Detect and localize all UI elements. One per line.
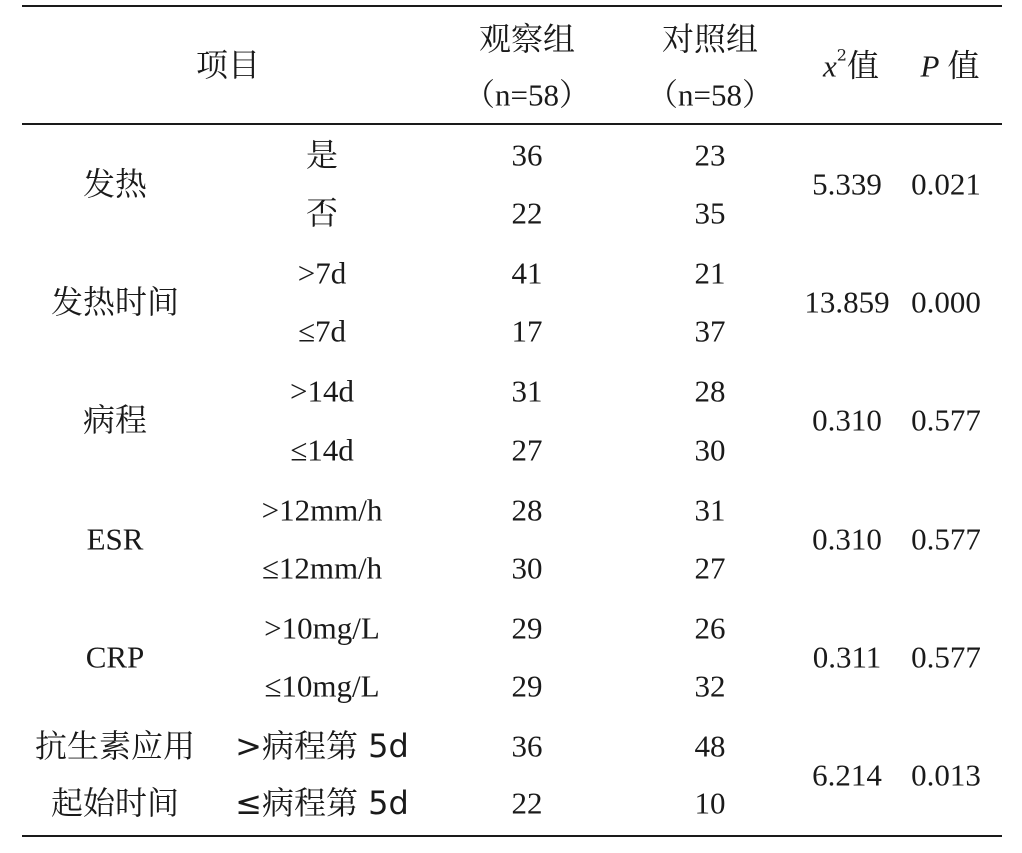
header-item: 项目 — [195, 46, 261, 84]
sub-label: >14d — [290, 373, 354, 409]
observation-value: 31 — [511, 373, 543, 409]
control-value: 48 — [694, 728, 726, 764]
sub-label: ≤14d — [290, 432, 354, 468]
control-value: 21 — [694, 255, 726, 291]
control-value: 28 — [694, 373, 726, 409]
observation-value: 29 — [511, 668, 543, 704]
sub-label: >10mg/L — [264, 610, 380, 646]
table-header-rule — [22, 123, 1002, 125]
p-value: 0.000 — [911, 284, 981, 320]
control-value: 35 — [694, 195, 726, 231]
control-value: 32 — [694, 668, 726, 704]
p-symbol: P — [920, 48, 940, 84]
sub-label: >7d — [297, 255, 347, 291]
table-top-rule — [22, 5, 1002, 7]
header-observation-n: （n=58） — [464, 77, 590, 113]
p-value: 0.577 — [911, 639, 981, 675]
chi-square-value: 0.311 — [812, 639, 882, 675]
header-control-n: （n=58） — [647, 77, 773, 113]
group-name-fever-duration: 发热时间 — [50, 283, 180, 321]
chi-x-symbol: x — [823, 48, 837, 84]
observation-value: 22 — [511, 195, 543, 231]
sub-label: ≤7d — [297, 313, 347, 349]
control-value: 10 — [694, 785, 726, 821]
control-value: 31 — [694, 492, 726, 528]
sub-label: ≤12mm/h — [261, 550, 383, 586]
control-value: 30 — [694, 432, 726, 468]
sub-label: 是 — [305, 136, 339, 174]
sub-label: ≤病程第 5d — [235, 784, 409, 822]
chi-square-value: 5.339 — [812, 166, 882, 202]
header-chi-square — [823, 45, 879, 85]
group-name-crp: CRP — [85, 639, 145, 675]
chi-square-value: 0.310 — [812, 521, 882, 557]
chi-value-label: 值 — [846, 46, 879, 85]
group-name-antibiotic-line2: 起始时间 — [50, 784, 180, 822]
group-name-fever: 发热 — [82, 165, 148, 203]
p-value-label: 值 — [947, 46, 980, 85]
group-name-disease-course: 病程 — [82, 401, 148, 439]
control-value: 26 — [694, 610, 726, 646]
group-name-antibiotic-line1: 抗生素应用 — [34, 727, 196, 765]
observation-value: 28 — [511, 492, 543, 528]
table-bottom-rule — [22, 835, 1002, 837]
p-value: 0.013 — [911, 757, 981, 793]
observation-value: 27 — [511, 432, 543, 468]
header-control-group: 对照组 — [661, 20, 759, 58]
observation-value: 36 — [511, 728, 543, 764]
chi-square-value: 0.310 — [812, 402, 882, 438]
header-p-value — [920, 46, 980, 85]
observation-value: 30 — [511, 550, 543, 586]
control-value: 37 — [694, 313, 726, 349]
p-value: 0.577 — [911, 402, 981, 438]
sub-label: >病程第 5d — [235, 727, 409, 765]
sub-label: 否 — [305, 194, 339, 232]
p-value: 0.577 — [911, 521, 981, 557]
observation-value: 29 — [511, 610, 543, 646]
observation-value: 41 — [511, 255, 543, 291]
sub-label: ≤10mg/L — [264, 668, 380, 704]
chi-superscript: 2 — [836, 45, 847, 65]
chi-square-value: 6.214 — [812, 757, 882, 793]
p-value: 0.021 — [911, 166, 981, 202]
group-name-esr: ESR — [86, 521, 144, 557]
observation-value: 22 — [511, 785, 543, 821]
chi-square-value: 13.859 — [804, 284, 890, 320]
header-observation-group: 观察组 — [478, 20, 576, 58]
sub-label: >12mm/h — [261, 492, 383, 528]
control-value: 23 — [694, 137, 726, 173]
observation-value: 36 — [511, 137, 543, 173]
control-value: 27 — [694, 550, 726, 586]
observation-value: 17 — [511, 313, 543, 349]
